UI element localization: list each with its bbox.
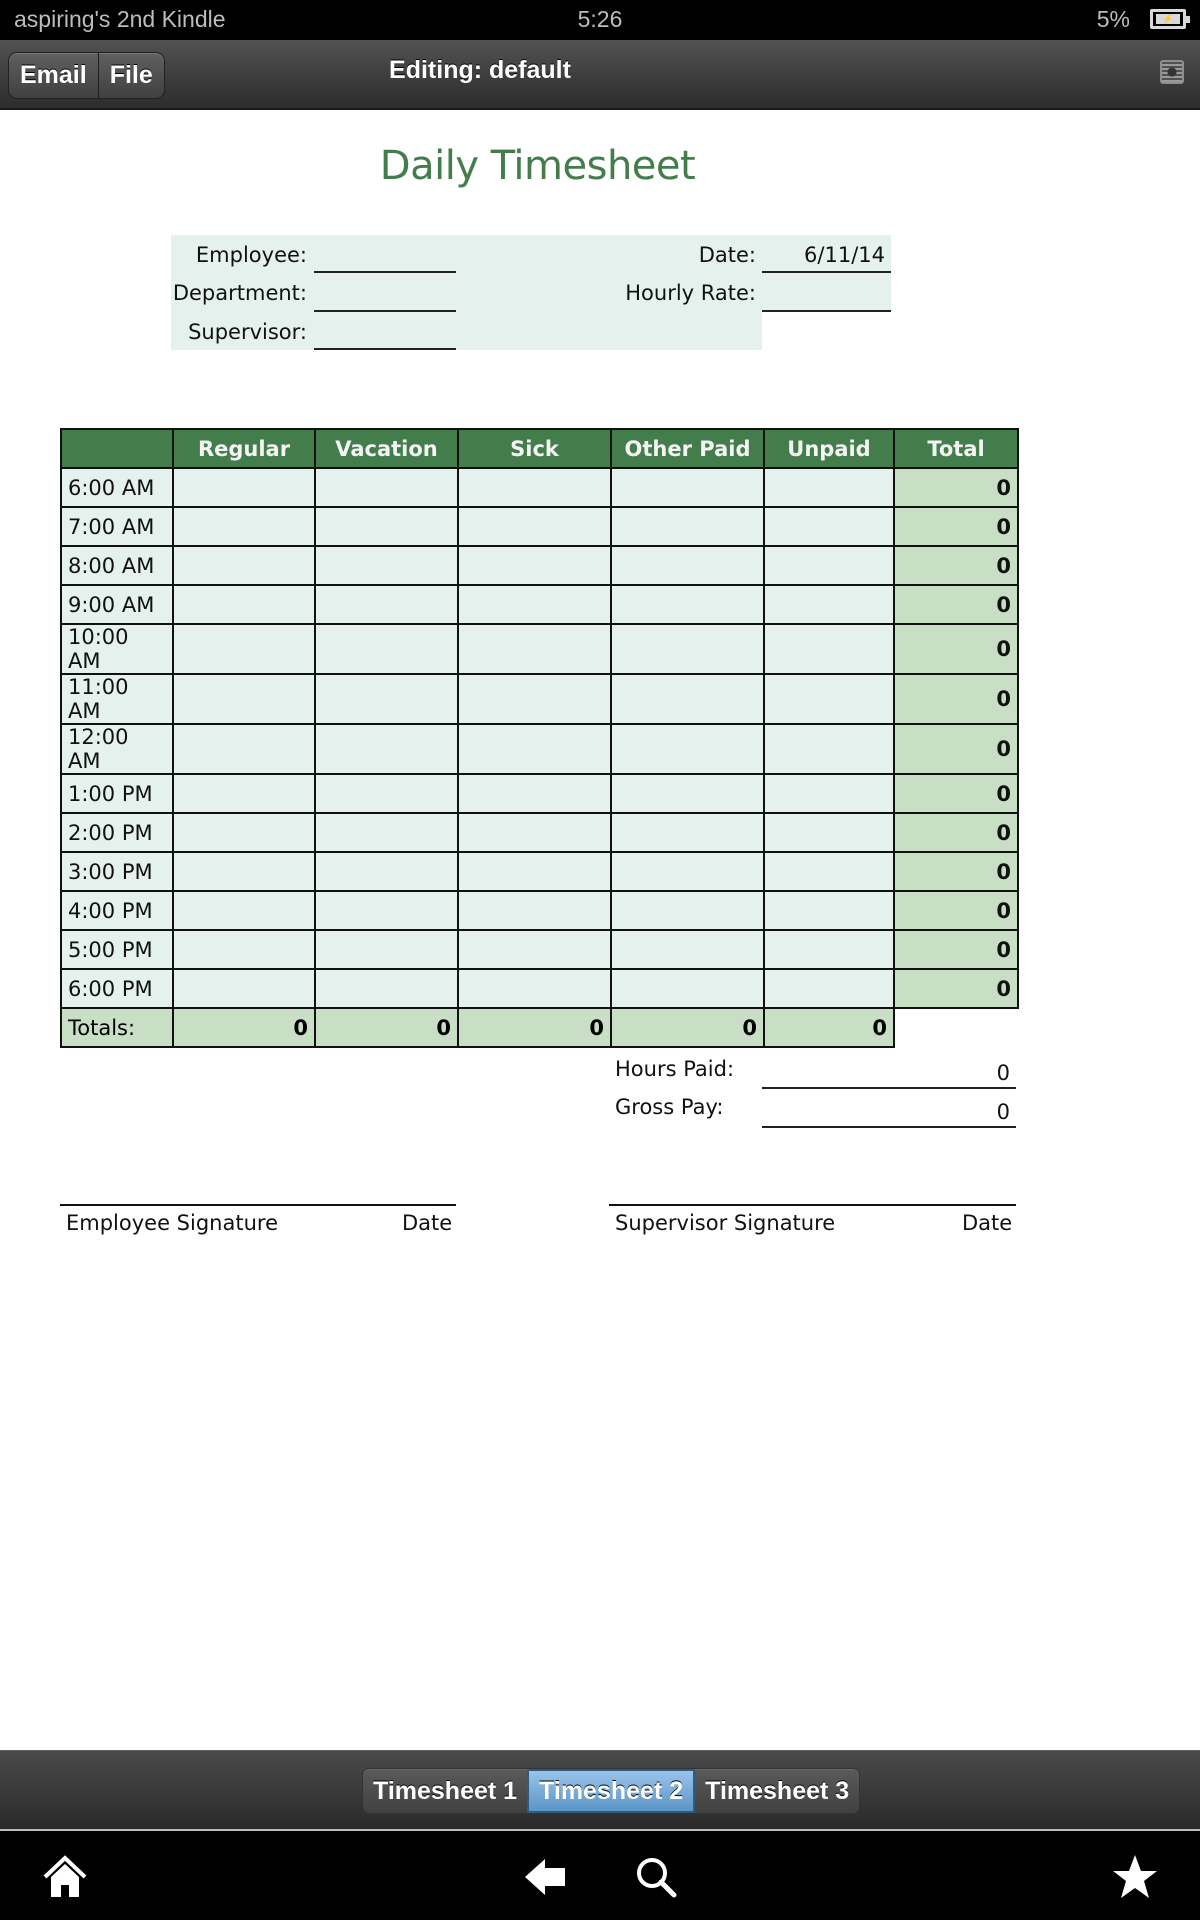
other-paid-cell[interactable] — [611, 930, 764, 969]
vacation-cell[interactable] — [315, 507, 458, 546]
row-total-cell[interactable]: 0 — [894, 585, 1018, 624]
other-paid-cell[interactable] — [611, 813, 764, 852]
date-label: Date: — [698, 243, 756, 267]
table-row — [61, 813, 1018, 852]
unpaid-cell[interactable] — [764, 724, 894, 774]
sick-cell[interactable] — [458, 507, 611, 546]
regular-cell[interactable] — [173, 624, 315, 674]
other-paid-cell[interactable] — [611, 468, 764, 507]
sick-cell[interactable] — [458, 546, 611, 585]
date-field[interactable]: 6/11/14 — [762, 237, 891, 273]
other-paid-cell[interactable] — [611, 969, 764, 1008]
table-row — [61, 891, 1018, 930]
row-total-cell[interactable]: 0 — [894, 930, 1018, 969]
sick-cell[interactable] — [458, 930, 611, 969]
employee-label: Employee: — [195, 243, 307, 267]
sick-cell[interactable] — [458, 813, 611, 852]
table-row — [61, 674, 1018, 724]
time-label: 6:00 AM — [61, 468, 173, 507]
time-label: 12:00 AM — [61, 724, 173, 774]
table-row — [61, 507, 1018, 546]
regular-cell[interactable] — [173, 813, 315, 852]
other-paid-cell[interactable] — [611, 724, 764, 774]
search-icon[interactable] — [632, 1853, 680, 1901]
time-label: 9:00 AM — [61, 585, 173, 624]
row-total-cell[interactable]: 0 — [894, 674, 1018, 724]
department-label: Department: — [172, 281, 307, 305]
regular-cell[interactable] — [173, 468, 315, 507]
table-row — [61, 546, 1018, 585]
row-total-cell[interactable]: 0 — [894, 969, 1018, 1008]
document-editing-title: Editing: default — [389, 56, 571, 84]
vacation-cell[interactable] — [315, 969, 458, 1008]
totals-label: Totals: — [61, 1008, 173, 1047]
unpaid-cell[interactable] — [764, 468, 894, 507]
table-row — [61, 724, 1018, 774]
fullscreen-tile-icon[interactable] — [1160, 60, 1184, 84]
unpaid-cell[interactable] — [764, 674, 894, 724]
favorites-star-icon[interactable] — [1111, 1853, 1159, 1901]
unpaid-cell[interactable] — [764, 774, 894, 813]
regular-cell[interactable] — [173, 852, 315, 891]
email-button[interactable]: Email — [20, 61, 87, 89]
row-total-cell[interactable]: 0 — [894, 468, 1018, 507]
home-icon[interactable] — [41, 1853, 89, 1901]
unpaid-cell[interactable] — [764, 891, 894, 930]
hourly-rate-field[interactable] — [762, 276, 891, 312]
supervisor-field[interactable] — [314, 314, 456, 350]
column-header-vacation: Vacation — [315, 429, 458, 468]
vacation-cell[interactable] — [315, 546, 458, 585]
clock: 5:26 — [577, 6, 623, 32]
table-row — [61, 774, 1018, 813]
time-label: 11:00 AM — [61, 674, 173, 724]
time-label: 2:00 PM — [61, 813, 173, 852]
file-button[interactable]: File — [98, 53, 164, 98]
unpaid-cell[interactable] — [764, 852, 894, 891]
vacation-cell[interactable] — [315, 774, 458, 813]
time-label: 5:00 PM — [61, 930, 173, 969]
row-total-cell[interactable]: 0 — [894, 624, 1018, 674]
employee-field[interactable] — [314, 237, 456, 273]
regular-cell[interactable] — [173, 585, 315, 624]
column-header-unpaid: Unpaid — [764, 429, 894, 468]
supervisor-label: Supervisor: — [188, 320, 307, 344]
time-label: 6:00 PM — [61, 969, 173, 1008]
supervisor-signature-line[interactable] — [609, 1204, 1016, 1206]
sick-cell[interactable] — [458, 852, 611, 891]
gross-pay-value[interactable]: 0 — [762, 1092, 1016, 1128]
device-name: aspiring's 2nd Kindle — [14, 6, 226, 32]
other-paid-cell[interactable] — [611, 624, 764, 674]
sick-total[interactable]: 0 — [458, 1008, 611, 1047]
unpaid-cell[interactable] — [764, 813, 894, 852]
battery-percent: 5% — [1096, 6, 1130, 32]
row-total-cell[interactable]: 0 — [894, 724, 1018, 774]
other-paid-cell[interactable] — [611, 507, 764, 546]
sick-cell[interactable] — [458, 891, 611, 930]
table-row — [61, 930, 1018, 969]
back-icon[interactable] — [521, 1853, 569, 1901]
row-total-cell[interactable]: 0 — [894, 507, 1018, 546]
empty-cell — [894, 1008, 1018, 1047]
regular-cell[interactable] — [173, 724, 315, 774]
time-label: 4:00 PM — [61, 891, 173, 930]
unpaid-total[interactable]: 0 — [764, 1008, 894, 1047]
table-row — [61, 969, 1018, 1008]
regular-cell[interactable] — [173, 891, 315, 930]
regular-cell[interactable] — [173, 507, 315, 546]
regular-cell[interactable] — [173, 546, 315, 585]
hours-paid-value[interactable]: 0 — [762, 1053, 1016, 1089]
hours-paid-label: Hours Paid: — [615, 1057, 735, 1081]
hourly-rate-label: Hourly Rate: — [625, 281, 756, 305]
timesheet-table — [60, 428, 1019, 1048]
vacation-cell[interactable] — [315, 724, 458, 774]
vacation-cell[interactable] — [315, 930, 458, 969]
row-total-cell[interactable]: 0 — [894, 891, 1018, 930]
tab-timesheet-2[interactable]: Timesheet 2 — [527, 1769, 695, 1813]
column-header-other-paid: Other Paid — [611, 429, 764, 468]
time-label: 8:00 AM — [61, 546, 173, 585]
vacation-cell[interactable] — [315, 852, 458, 891]
sheet-tabs — [362, 1768, 860, 1814]
other-paid-cell[interactable] — [611, 774, 764, 813]
row-total-cell[interactable]: 0 — [894, 852, 1018, 891]
totals-row — [61, 1008, 1018, 1047]
sick-cell[interactable] — [458, 624, 611, 674]
time-label: 10:00 AM — [61, 624, 173, 674]
time-label: 3:00 PM — [61, 852, 173, 891]
vacation-cell[interactable] — [315, 674, 458, 724]
sheet-title: Daily Timesheet — [379, 143, 696, 189]
regular-total[interactable]: 0 — [173, 1008, 315, 1047]
vacation-cell[interactable] — [315, 813, 458, 852]
column-header-regular: Regular — [173, 429, 315, 468]
column-header-time — [61, 429, 173, 468]
app-toolbar — [0, 40, 1200, 110]
other-paid-cell[interactable] — [611, 674, 764, 724]
regular-cell[interactable] — [173, 674, 315, 724]
sick-cell[interactable] — [458, 468, 611, 507]
unpaid-cell[interactable] — [764, 546, 894, 585]
regular-cell[interactable] — [173, 969, 315, 1008]
row-total-cell[interactable]: 0 — [894, 774, 1018, 813]
regular-cell[interactable] — [173, 774, 315, 813]
sick-cell[interactable] — [458, 969, 611, 1008]
system-nav-bar — [0, 1829, 1200, 1920]
sheet-tab-bar — [0, 1750, 1200, 1829]
sick-cell[interactable] — [458, 585, 611, 624]
other-paid-cell[interactable] — [611, 891, 764, 930]
vacation-cell[interactable] — [315, 585, 458, 624]
status-bar — [0, 0, 1200, 40]
time-label: 1:00 PM — [61, 774, 173, 813]
sick-cell[interactable] — [458, 724, 611, 774]
unpaid-cell[interactable] — [764, 624, 894, 674]
sick-cell[interactable] — [458, 774, 611, 813]
table-header-row — [61, 429, 1018, 468]
employee-signature-line[interactable] — [60, 1204, 456, 1206]
battery-charging-icon: ⚡ — [1150, 9, 1186, 29]
other-paid-total[interactable]: 0 — [611, 1008, 764, 1047]
table-row — [61, 468, 1018, 507]
table-row — [61, 624, 1018, 674]
unpaid-cell[interactable] — [764, 585, 894, 624]
table-row — [61, 852, 1018, 891]
vacation-cell[interactable] — [315, 891, 458, 930]
regular-cell[interactable] — [173, 930, 315, 969]
vacation-cell[interactable] — [315, 468, 458, 507]
tab-timesheet-1[interactable]: Timesheet 1 — [373, 1777, 518, 1805]
other-paid-cell[interactable] — [611, 546, 764, 585]
department-field[interactable] — [314, 276, 456, 312]
time-label: 7:00 AM — [61, 507, 173, 546]
supervisor-date-label: Date — [962, 1211, 1013, 1235]
supervisor-signature-label: Supervisor Signature — [615, 1211, 836, 1235]
tab-timesheet-3[interactable]: Timesheet 3 — [705, 1777, 850, 1805]
row-total-cell[interactable]: 0 — [894, 813, 1018, 852]
other-paid-cell[interactable] — [611, 852, 764, 891]
column-header-sick: Sick — [458, 429, 611, 468]
row-total-cell[interactable]: 0 — [894, 546, 1018, 585]
unpaid-cell[interactable] — [764, 930, 894, 969]
gross-pay-label: Gross Pay: — [615, 1095, 724, 1119]
sick-cell[interactable] — [458, 674, 611, 724]
other-paid-cell[interactable] — [611, 585, 764, 624]
vacation-total[interactable]: 0 — [315, 1008, 458, 1047]
vacation-cell[interactable] — [315, 624, 458, 674]
employee-date-label: Date — [402, 1211, 453, 1235]
employee-signature-label: Employee Signature — [66, 1211, 278, 1235]
column-header-total: Total — [894, 429, 1018, 468]
table-row — [61, 585, 1018, 624]
unpaid-cell[interactable] — [764, 969, 894, 1008]
unpaid-cell[interactable] — [764, 507, 894, 546]
